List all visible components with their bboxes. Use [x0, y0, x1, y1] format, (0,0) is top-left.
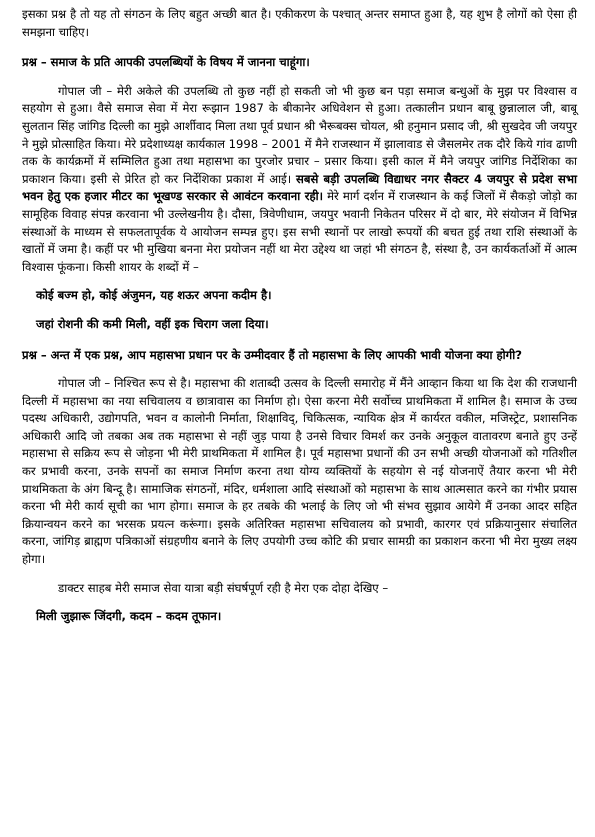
answer-achievements-highlight: सबसे बड़ी उपलब्धि विद्याधर नगर सैक्टर 4 जयपुर से प्रदेश सभा भवन हेतु एक हजार मीटर का भूखण्ड सरकार से आवंटन करवाना रही।: [22, 171, 577, 204]
question-achievements: प्रश्न – समाज के प्रति आपकी उपलब्धियों के विषय में जानना चाहूंगा।: [22, 55, 310, 70]
answer-achievements: [22, 83, 577, 277]
verse-line-3: मिली जुझारू जिंदगी, कदम – कदम तूफान।: [36, 609, 222, 624]
answer-achievements-text-1: गोपाल जी – मेरी अकेले की उपलब्धि तो कुछ नहीं हो सकती जो भी कुछ बन पड़ा समाज बन्धुओं के मुझ पर विश्वास व सहयोग से हुआ। वैसे समाज सेवा में मेरा रूझान 1987 के बीकानेर अधिवेशन से हुआ। तत्कालीन प्रधान बाबू छुन्नालाल जी, बाबू सुलतान सिंह जांगिड दिल्ली का मुझे आर्शीवाद मिला तथा पूर्व प्रधान श्री भैरूबक्स चोयल, श्री हनुमान प्रसाद जी, श्री सुखदेव जी जयपुर ने मुझे प्रोत्साहित किया। मेरे प्रदेशाध्यक्ष कार्यकाल 1998 – 2001 में मैने राजस्थान में झालावाड से जैसलमेर तक दौरे किये गांव ढाणी तक के कार्यक्रमों में सम्मिलित हुआ तथा महासभा का पुरजोर प्रचार – प्रसार किया। इसी काल में मैने जयपुर जांगिड निर्देशिका का प्रकाशन किया। इसी से प्रेरित हो कर निर्देशिका प्रकाश में आई।: [22, 83, 578, 186]
question-future-plans: प्रश्न – अन्त में एक प्रश्न, आप महासभा प्रधान पर के उम्मीदवार हैं तो महासभा के लिए आपकी भावी योजना क्या होगी?: [22, 347, 522, 362]
document-page: [22, 6, 577, 626]
verse-line-1: कोई बज्म हो, कोई अंजुमन, यह शऊर अपना कदीम है।: [36, 288, 272, 303]
verse-line-2: जहां रोशनी की कमी मिली, वहीं इक चिराग जला दिया।: [36, 316, 269, 331]
intro-paragraph: इसका प्रश्न है तो यह तो संगठन के लिए बहुत अच्छी बात है। एकीकरण के पश्चात् अन्तर समाप्त हुआ है, यह शुभ है लोगों को ऐसा ही समझना चाहिए।: [22, 7, 577, 39]
answer-future-plans: गोपाल जी – निश्चित रूप से है। महासभा की शताब्दी उत्सव के दिल्ली समारोह में मैंने आव्हान किया था कि देश की राजधानी दिल्ली में महासभा का नया सचिवालय व छात्रावास का निर्माण हो। ऐसा करना मेरी सर्वोच्च प्राथमिकता में शामिल है। समाज के उच्च पदस्थ अधिकारी, उद्योगपति, भवन व कालोनी निर्माता, शिक्षाविद्, चिकित्सक, न्यायिक क्षेत्र में कार्यरत वकील, मजिस्ट्रेट, प्रशासनिक अधिकारी आदि जो तबका अब तक महासभा से नहीं जुड़ पाया है उनसे विचार विमर्श कर उनके अनुकूल वातावरण बनाते हुए उन्हें महासभा से सक्रिय रूप से जोड़ना भी मेरी प्राथमिकता में शामिल है। पूर्व महासभा प्रधानों की उन सभी अच्छी योजनाओं को गतिशील कर प्रभावी करना, उनके सपनों का समाज निर्माण करना तथा योग्य व्यक्तियों के सहयोग से नई योजनाऐं तैयार करना भी मेरी प्राथमिकता के अंग बिन्दू है। सामाजिक संगठनों, मंदिर, धर्मशाला आदि संस्थाओं को महासभा के साथ आत्मसात करने का गंभीर प्रयास करना भी मेरी कार्य सूची का भाग होगा। समाज के हर तबके की भलाई के लिए जो भी संभव सुझाव आयेगे मैं उनका आदर सहित क्रियान्वयन करने का भरसक प्रयत्न करूंगा। इसके अतिरिक्त महासभा सचिवालय को प्रभावी, कारगर एवं प्रक्रियानुसार संचालित करना, जांगिड़ ब्राह्मण पत्रिकाओं संग्रहणीय बनाने के लिए उपयोगी उच्च कोटि की प्रचार सामग्री का प्रकाशन करना भी मेरा मुख्य लक्ष्य होगा।: [22, 376, 577, 567]
closing-paragraph: डाक्टर साहब मेरी समाज सेवा यात्रा बड़ी संघर्षपूर्ण रही है मेरा एक दोहा देखिए –: [58, 580, 389, 595]
answer-achievements-text-2: मेरे मार्ग दर्शन में राजस्थान के कई जिलों में सैकड़ो जोड़ो का सामूहिक विवाह संपन्न करवाना भी उल्लेखनीय है। दौसा, त्रिवेणीधाम, जयपुर भवानी निकेतन परिसर में दो बार, मेरे संयोजन में विभिन्न संस्थाओं के माध्यम से सफलतापूर्वक ये आयोजन सम्पन्न हुए। इस सभी स्थानों पर लाखो रूपयों की बचत हुई तथा राशि संस्थाओं के खातों में जमा है। कहीं पर भी मुखिया बनना मेरा प्रयोजन नहीं था मेरा उद्देश्य था जहां भी संगठन है, संस्था है, उन कार्यकर्ताओं में आत्म विश्वास फूंकना। किसी शायर के शब्दों में –: [22, 189, 577, 274]
